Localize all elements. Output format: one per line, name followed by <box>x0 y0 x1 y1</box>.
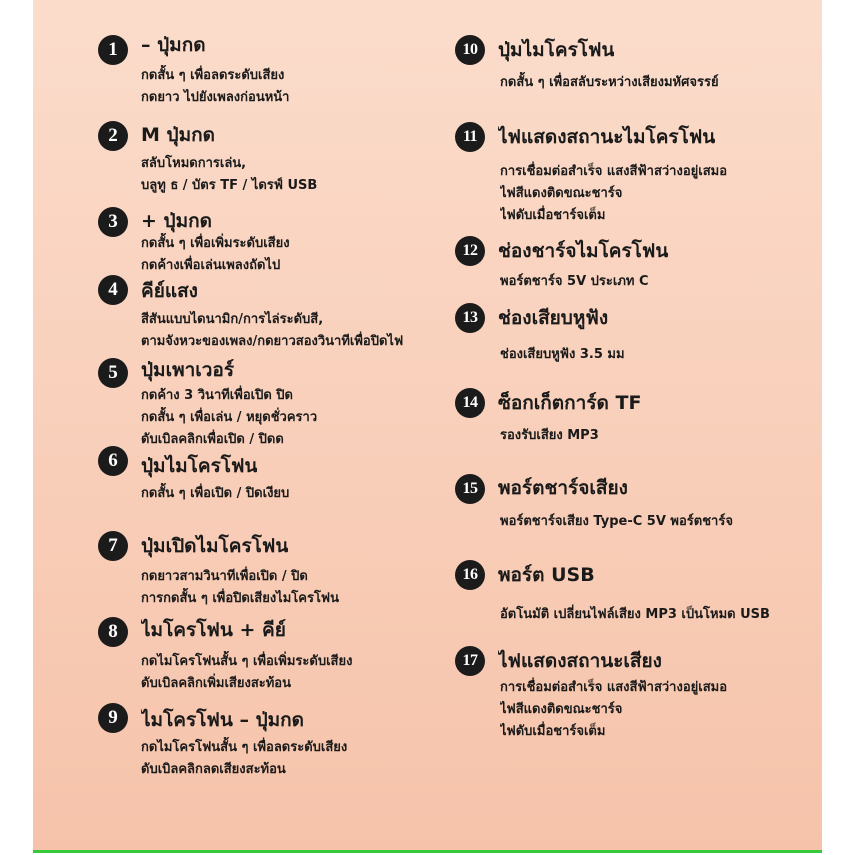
feature-title: + ปุ่มกด <box>141 210 212 232</box>
badge-number: 14 <box>462 394 478 411</box>
feature-title: ไมโครโฟน + คีย์ <box>141 619 286 641</box>
feature-title: – ปุ่มกด <box>141 34 206 56</box>
description-line: กดยาว ไปยังเพลงก่อนหน้า <box>141 90 290 105</box>
description-line: ดับเบิลคลิกเพื่อเปิด / ปิดด <box>141 432 284 447</box>
description-line: กดค้าง 3 วินาทีเพื่อเปิด ปิด <box>141 388 293 403</box>
feature-title: พอร์ตชาร์จเสียง <box>498 477 628 499</box>
description-line: กดสั้น ๆ เพื่อเล่น / หยุดชั่วคราว <box>141 410 318 425</box>
feature-title: พอร์ต USB <box>498 564 595 586</box>
feature-description <box>141 651 352 695</box>
feature-description <box>500 72 719 94</box>
feature-description <box>500 271 649 293</box>
feature-description <box>500 677 727 743</box>
number-badge <box>455 303 485 333</box>
feature-description <box>500 344 625 366</box>
description-line: กดยาวสามวินาทีเพื่อเปิด / ปิด <box>141 569 308 584</box>
feature-title: ไฟแสดงสถานะไมโครโฟน <box>498 126 716 148</box>
feature-title: ซ็อกเก็ตการ์ด TF <box>498 392 642 414</box>
badge-number: 10 <box>462 41 478 58</box>
feature-description <box>141 483 289 505</box>
badge-number: 3 <box>108 211 118 232</box>
feature-description <box>141 309 403 353</box>
number-badge <box>455 35 485 65</box>
description-line: กดสั้น ๆ เพื่อสลับระหว่างเสียงมหัศจรรย์ <box>500 75 719 90</box>
description-line: ไฟดับเมื่อชาร์จเต็ม <box>500 724 606 739</box>
description-line: สลับโหมดการเล่น, <box>141 156 247 171</box>
number-badge <box>98 617 128 647</box>
feature-title: คีย์แสง <box>141 280 198 302</box>
description-line: ดับเบิลคลิกเพิ่มเสียงสะท้อน <box>141 676 291 691</box>
feature-title: M ปุ่มกด <box>141 124 215 146</box>
badge-number: 9 <box>108 707 118 728</box>
feature-description <box>500 425 599 447</box>
description-line: ช่องเสียบหูฟัง 3.5 มม <box>500 347 625 362</box>
feature-description <box>500 161 727 227</box>
number-badge <box>455 122 485 152</box>
number-badge <box>98 121 128 151</box>
description-line: การเชื่อมต่อสำเร็จ แสงสีฟ้าสว่างอยู่เสมอ <box>500 680 728 695</box>
number-badge <box>98 446 128 476</box>
feature-title: ปุ่มไมโครโฟน <box>141 455 258 477</box>
badge-number: 1 <box>108 39 118 60</box>
feature-description <box>500 604 770 626</box>
badge-number: 11 <box>462 128 478 145</box>
description-line: ไฟดับเมื่อชาร์จเต็ม <box>500 208 606 223</box>
description-line: ไฟสีแดงติดขณะชาร์จ <box>500 186 623 201</box>
badge-number: 6 <box>108 450 118 471</box>
feature-description <box>141 153 317 197</box>
feature-title: ไมโครโฟน – ปุ่มกด <box>141 709 305 731</box>
number-badge <box>98 703 128 733</box>
description-line: กดสั้น ๆ เพื่อลดระดับเสียง <box>141 68 285 83</box>
number-badge <box>98 358 128 388</box>
number-badge <box>98 531 128 561</box>
description-line: กดไมโครโฟนสั้น ๆ เพื่อเพิ่มระดับเสียง <box>141 654 353 669</box>
badge-number: 4 <box>108 279 118 300</box>
number-badge <box>455 236 485 266</box>
badge-number: 16 <box>462 566 478 583</box>
description-line: อัตโนมัติ เปลี่ยนไฟล์เสียง MP3 เป็นโหมด USB <box>500 607 770 622</box>
number-badge <box>98 275 128 305</box>
feature-description <box>141 385 317 451</box>
feature-title: ปุ่มเพาเวอร์ <box>141 359 235 381</box>
description-line: รองรับเสียง MP3 <box>500 428 599 443</box>
description-line: ดับเบิลคลิกลดเสียงสะท้อน <box>141 762 286 777</box>
feature-description <box>500 511 733 533</box>
number-badge <box>98 207 128 237</box>
badge-number: 13 <box>462 309 478 326</box>
feature-description <box>141 65 289 109</box>
badge-number: 7 <box>108 535 118 556</box>
feature-title: ปุ่มเปิดไมโครโฟน <box>141 535 289 557</box>
badge-number: 17 <box>462 652 478 669</box>
number-badge <box>455 560 485 590</box>
description-line: บลูทู ธ / บัตร TF / ไดรฟ์ USB <box>141 178 318 193</box>
description-line: กดสั้น ๆ เพื่อเปิด / ปิดเงียบ <box>141 486 290 501</box>
badge-number: 8 <box>108 621 118 642</box>
badge-number: 2 <box>108 125 118 146</box>
description-line: พอร์ตชาร์จ 5V ประเภท C <box>500 274 649 289</box>
description-line: กดสั้น ๆ เพื่อเพิ่มระดับเสียง <box>141 236 290 251</box>
description-line: สีสันแบบไดนามิก/การไล่ระดับสี, <box>141 312 324 327</box>
number-badge <box>455 388 485 418</box>
description-line: ไฟสีแดงติดขณะชาร์จ <box>500 702 623 717</box>
feature-description <box>141 233 290 277</box>
number-badge <box>455 646 485 676</box>
feature-description <box>141 737 347 781</box>
description-line: การกดสั้น ๆ เพื่อปิดเสียงไมโครโฟน <box>141 591 340 606</box>
badge-number: 12 <box>462 242 478 259</box>
badge-number: 15 <box>462 480 478 497</box>
bottom-accent-line <box>33 850 822 853</box>
description-line: กดค้างเพื่อเล่นเพลงถัดไป <box>141 258 281 273</box>
feature-title: ไฟแสดงสถานะเสียง <box>498 650 662 672</box>
description-line: กดไมโครโฟนสั้น ๆ เพื่อลดระดับเสียง <box>141 740 348 755</box>
description-line: การเชื่อมต่อสำเร็จ แสงสีฟ้าสว่างอยู่เสมอ <box>500 164 728 179</box>
number-badge <box>455 474 485 504</box>
feature-title: ปุ่มไมโครโฟน <box>498 39 615 61</box>
number-badge <box>98 35 128 65</box>
feature-description <box>141 566 339 610</box>
badge-number: 5 <box>108 362 118 383</box>
feature-title: ช่องชาร์จไมโครโฟน <box>498 240 669 262</box>
description-line: ตามจังหวะของเพลง/กดยาวสองวินาทีเพื่อปิดไฟ <box>141 334 404 349</box>
feature-title: ช่องเสียบหูฟัง <box>498 307 609 329</box>
description-line: พอร์ตชาร์จเสียง Type-C 5V พอร์ตชาร์จ <box>500 514 733 529</box>
